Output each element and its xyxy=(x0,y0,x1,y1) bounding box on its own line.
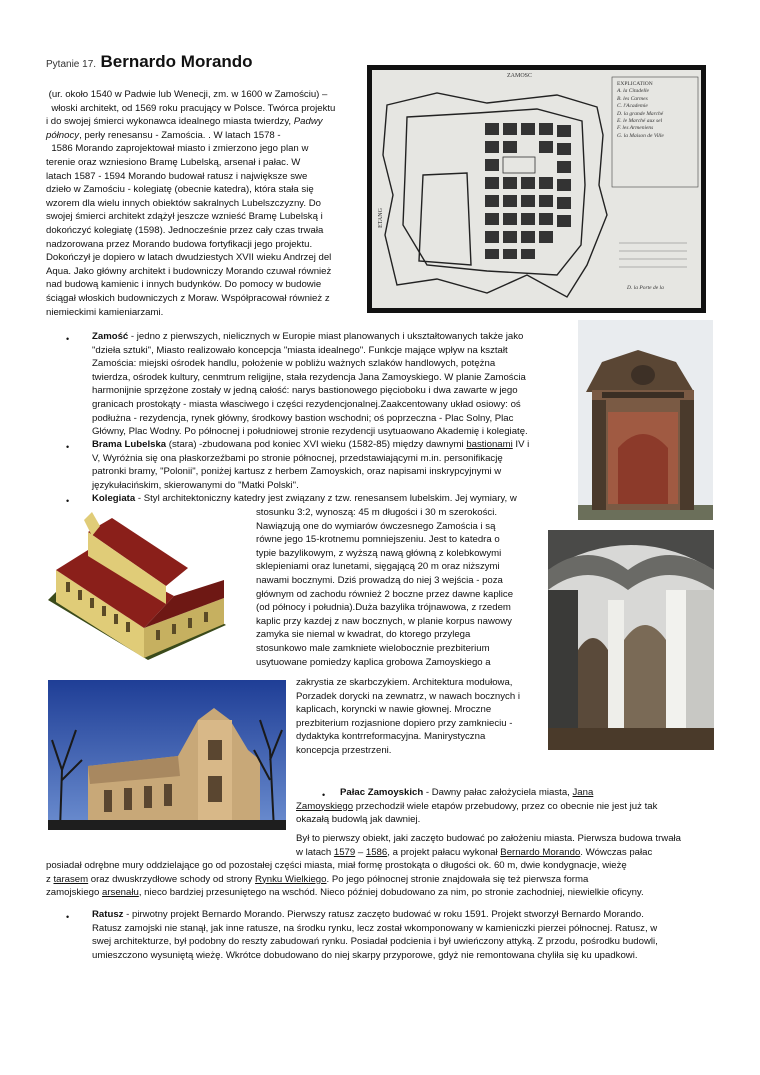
bio-line: niemieckimi kamieniarzami. xyxy=(46,306,164,318)
kolegiata-line: nawami bocznymi. Dziś prowadzą do niej 3 wejścia - poza xyxy=(256,574,503,586)
map-legend xyxy=(617,81,664,140)
palac-text: przechodził wiele etapów przebudowy, przez co obecnie nie jest już tak xyxy=(353,800,658,812)
map-top-label: ZAMOSC xyxy=(507,73,533,79)
question-number: Pytanie 17. xyxy=(46,59,97,70)
bio-line: ściągał włoskich budowniczych z Moraw. Współpracował również z xyxy=(46,292,330,304)
zamosc-head: Zamość xyxy=(92,331,129,342)
title-name: Bernardo Morando xyxy=(100,52,253,71)
kolegiata-line: stosunkowo male zamkniete wielobocznie prezbiterium xyxy=(256,642,490,654)
kolegiata-exterior-photo xyxy=(48,680,286,830)
bio-paragraph xyxy=(46,88,366,319)
bio-italic: północy xyxy=(46,129,80,141)
kolegiata-head: Kolegiata xyxy=(92,493,136,504)
kolegiata-line: głównym od zachodu również 2 boczne przez dawne kaplice xyxy=(256,588,514,600)
bio-line: 1586 Morando zaprojektował miasto i zmierzono jego plan w xyxy=(46,143,309,155)
kolegiata-line: (od północy i południa).Duża bazylika trójnawowa, z rzedem xyxy=(256,602,511,614)
kolegiata-line: sklepieniami oraz lunetami, sięgającą 20 m oraz niższymi xyxy=(256,561,500,573)
jan-zamoyski-link[interactable]: Zamoyskiego xyxy=(296,800,354,812)
palac-text: okazałą budowlą jak dawniej. xyxy=(296,814,421,826)
rynek-link[interactable]: Rynku Wielkiego xyxy=(255,873,327,885)
ratusz-head: Ratusz xyxy=(92,909,124,920)
brama-head: Brama Lubelska xyxy=(92,439,167,450)
bio-line: swojej śmierci architekt zdążył jeszcze wznieść Bramę Lubelską i xyxy=(46,211,323,223)
ratusz-line: Ratusz zamojski nie stanął, jak inne ratusze, na środku rynku, lecz został wkomponowany w kamieniczki pierzei północnej. Ratusz, w xyxy=(92,922,658,934)
map-bottom-label: D. la Porte de la xyxy=(627,285,664,291)
bio-line: dokończyć kolegiatę (1598). Jednocześnie przez cały czas trwała xyxy=(46,224,324,236)
map-legend-item: D. la grande Marché xyxy=(617,110,664,117)
zamosc-line: podłużna - rezydencja, rynek główny, środkowy bastion wschodni; oś poprzeczna - Plac Solny, Plac xyxy=(92,412,514,424)
palac-text: – xyxy=(355,846,366,858)
kolegiata-first-line xyxy=(92,492,562,506)
kolegiata-line: typie bazylikowym, z wyższą nawą główną z kolebkowymi xyxy=(256,547,502,559)
kolegiata-line: zamyka sie niemal w kwadrat, do ktorego przylega xyxy=(256,629,471,641)
palac-paragraph-b xyxy=(46,859,726,900)
map-legend-item: C. l'Academie xyxy=(617,103,648,110)
map-legend-item: G. la Maison de Ville xyxy=(617,132,664,139)
bullet-icon: • xyxy=(66,496,70,506)
palac-text: w latach xyxy=(296,846,334,858)
zamosc-line: Zamościa: miejski ośrodek handlu, położenie w pobliżu ważnych szlaków handlowych, potężna xyxy=(92,358,496,370)
kolegiata-line: Nawiązują one do wymiarów ówczesnego Zamościa i są xyxy=(256,520,496,532)
palac-text: . Wówczas pałac xyxy=(580,846,653,858)
palac-text: Był to pierwszy obiekt, jaki zaczęto budować po założeniu miasta. Pierwsza budowa trwała xyxy=(296,833,682,844)
arsenal-link[interactable]: arsenału xyxy=(102,887,139,899)
brama-line: V, Wyróżnia się ona płaskorzeźbami po stronie północnej, przedstawiającymi m.in. personifikację xyxy=(92,452,503,464)
zamosc-line: twierdza, ośrodek kultury, cenmtrum religijne, stała rezydencja Jana Zamoyskiego. W planie Zamościa xyxy=(92,371,526,383)
bastiony-link[interactable]: bastionami xyxy=(466,439,513,450)
palac-text: posiadał odrębne mury oddzielające go od pozostałej części miasta, miał formę prostokąta o długości ok. 60 m, dwie kondygnacje, wieżę xyxy=(46,860,627,871)
map-legend-item: E. le Marché aux sel xyxy=(617,118,663,125)
jan-zamoyski-link[interactable]: Jana xyxy=(572,787,594,798)
bullet-icon: • xyxy=(66,334,70,344)
palac-text: . Po jego północnej stronie znajdowała się też pierwsza forma xyxy=(326,873,589,885)
kolegiata-line: kaplic przy kazdej z naw bocznych, w planie korpus nawowy xyxy=(256,615,512,627)
map-legend-title: EXPLICATION xyxy=(617,81,653,87)
palac-paragraph-a xyxy=(296,832,716,859)
bio-line: i do swojej śmierci wykonawca idealnego miasta twierdzy, Padwy xyxy=(46,116,323,128)
bio-line: włoski architekt, od 1569 roku pracujący w Polsce. Twórca projektu xyxy=(46,102,336,114)
palac-text: , nieco bardziej przesuniętego na wschód. Nieco później dobudowano za nim, po stronie zachodniej, niewielkie oficyny. xyxy=(138,887,644,899)
bullet-icon: • xyxy=(66,912,70,922)
palac-text: , a projekt pałacu wykonał xyxy=(387,846,501,858)
bio-line: Aqua. Jako główny architekt i budowniczy Morando czuwał również xyxy=(46,265,332,277)
brama-paragraph xyxy=(92,438,572,492)
kolegiata-column xyxy=(256,506,546,669)
palac-text: oraz dwuskrzydłowe schody od strony xyxy=(88,873,256,885)
kolegiata-line: równe jego 15-krotnemu pomniejszeniu. Jest to katedra o xyxy=(256,534,500,546)
zamosc-fortress-map xyxy=(367,65,706,313)
ratusz-paragraph xyxy=(92,908,732,962)
bio-line: nadzorowana przez Morando budowa fortyfikacji jego projektu. xyxy=(46,238,313,250)
kolegiata-model-render xyxy=(48,510,226,675)
kolegiata-line: kaplicach, koryncki w nawie głownej. Mroczne xyxy=(296,704,492,716)
brama-lubelska-photo xyxy=(578,320,713,520)
bio-line: nad budową kamienic i innych budynków. Do pomocy w budowie xyxy=(46,279,322,291)
zamosc-paragraph xyxy=(92,330,572,439)
brama-line: (stara) -zbudowana pod koniec XVI wieku (1582-85) między dawnymi xyxy=(166,439,467,450)
ratusz-line: umieszczono wysuniętą wieżę. Wkrótce dobudowano do niej skarpy przyporowe, gdyż nie remontowana chyliła się ku upadkowi. xyxy=(92,949,638,961)
brama-line: językułacińskim, skierowanymi do "Matki Polski". xyxy=(92,479,299,491)
brama-line: patronki bramy, "Polonii", poniżej kartusz z herbem Zamoyskich, oraz napisami inskrypcyjnymi w xyxy=(92,466,502,478)
kolegiata-line: koncepcja przestrzeni. xyxy=(296,744,392,756)
kolegiata-interior-photo xyxy=(548,530,714,750)
kolegiata-line: dydaktyka kontrreformacyjna. Manirystyczna xyxy=(296,731,486,743)
brama-line: IV i xyxy=(512,439,530,450)
bio-line: północy, perły renesansu - Zamościa. . W latach 1578 - xyxy=(46,129,281,141)
year-link[interactable]: 1586 xyxy=(365,846,388,858)
map-left-label: ETANG xyxy=(377,208,384,228)
kolegiata-line: prezbiterium rozjasnione dopiero przy zamknieciu - xyxy=(296,717,513,729)
zamosc-line: - jedno z pierwszych, nielicznych w Europie miast planowanych i ukształtowanych także jako xyxy=(128,331,524,342)
map-legend-item: F. les Armeniens xyxy=(617,125,654,132)
bio-line: wzorem dla wielu innych obiektów sakralnych Lubelszczyzny. Do xyxy=(46,197,321,209)
bio-line: latach 1587 - 1594 Morando budował ratusz i największe swe xyxy=(46,170,308,182)
bio-line: dzieło w Zamościu - kolegiatę (obecnie katedra), która stała się xyxy=(46,184,314,196)
bio-italic: Padwy xyxy=(293,116,323,128)
page-title xyxy=(46,52,253,72)
palac-intro xyxy=(296,786,706,827)
palac-text: - Dawny pałac założyciela miasta, xyxy=(423,787,573,798)
kolegiata-line: stosunku 3:2, wynoszą: 45 m długości i 30 m szerokości. xyxy=(256,507,498,518)
bullet-icon: • xyxy=(66,442,70,452)
bio-line: terenie oraz wzniesiono Bramę Lubelską, arsenał i pałac. W xyxy=(46,156,301,168)
zamosc-line: harmonijnie sprzężone zostały w jedną całość: narys bastionowego pięcioboku i dwa zawarte w jego xyxy=(92,385,518,397)
kolegiata-lower xyxy=(296,676,546,758)
year-link[interactable]: 1579 xyxy=(333,846,356,858)
zamosc-line: "dzieła sztuki", Miasto realizowało koncepcja "miasta idealnego". Funkcje mające wpływ na kształt xyxy=(92,344,508,356)
palac-head: Pałac Zamoyskich xyxy=(340,787,424,798)
zamosc-line: Główny, Plac Wodny. Po północnej i południowej stronie rezydencji usytuaowano Akademię i kolegiatę. xyxy=(92,426,528,438)
map-legend-item: B. les Carmes xyxy=(617,95,648,102)
bio-line: (ur. około 1540 w Padwie lub Wenecji, zm. w 1600 w Zamościu) – xyxy=(46,89,328,100)
bio-line: Dokończył je dopiero w latach dwudziestych XVII wieku Andrzej del xyxy=(46,252,332,264)
bullet-icon: • xyxy=(322,790,326,800)
zamosc-line: granicach prostokąty - miasta własciwego i części rezydencjonalnej.Zaakcentowany układ osiowy: oś xyxy=(92,398,521,410)
palac-text: zamojskiego xyxy=(46,887,102,899)
ratusz-line: swej architekturze, był podobny do reszty zabudowań rynku. Posiadał podcienia i był uwieńczony attyką. Z przodu, pośrodku budowli, xyxy=(92,936,658,948)
taras-link[interactable]: tarasem xyxy=(53,873,89,885)
palac-text: z xyxy=(46,873,54,885)
map-legend-item: A. la Citadelle xyxy=(617,88,649,95)
kolegiata-line: - Styl architektoniczny katedry jest związany z tzw. renesansem lubelskim. Jej wymiary, w xyxy=(135,493,517,504)
kolegiata-line: usytuowane pomiedzy kaplica grobowa Zamoyskiego a xyxy=(256,656,491,668)
ratusz-line: - pirwotny projekt Bernardo Morando. Pierwszy ratusz zaczęto budować w roku 1591. Projekt stworzył Bernardo Morando. xyxy=(123,909,644,920)
morando-link[interactable]: Bernardo Morando xyxy=(500,846,581,858)
kolegiata-line: Porzadek dorycki na zewnatrz, w nawach bocznych i xyxy=(296,690,520,702)
kolegiata-line: zakrystia ze skarbczykiem. Architektura modułowa, xyxy=(296,677,513,688)
